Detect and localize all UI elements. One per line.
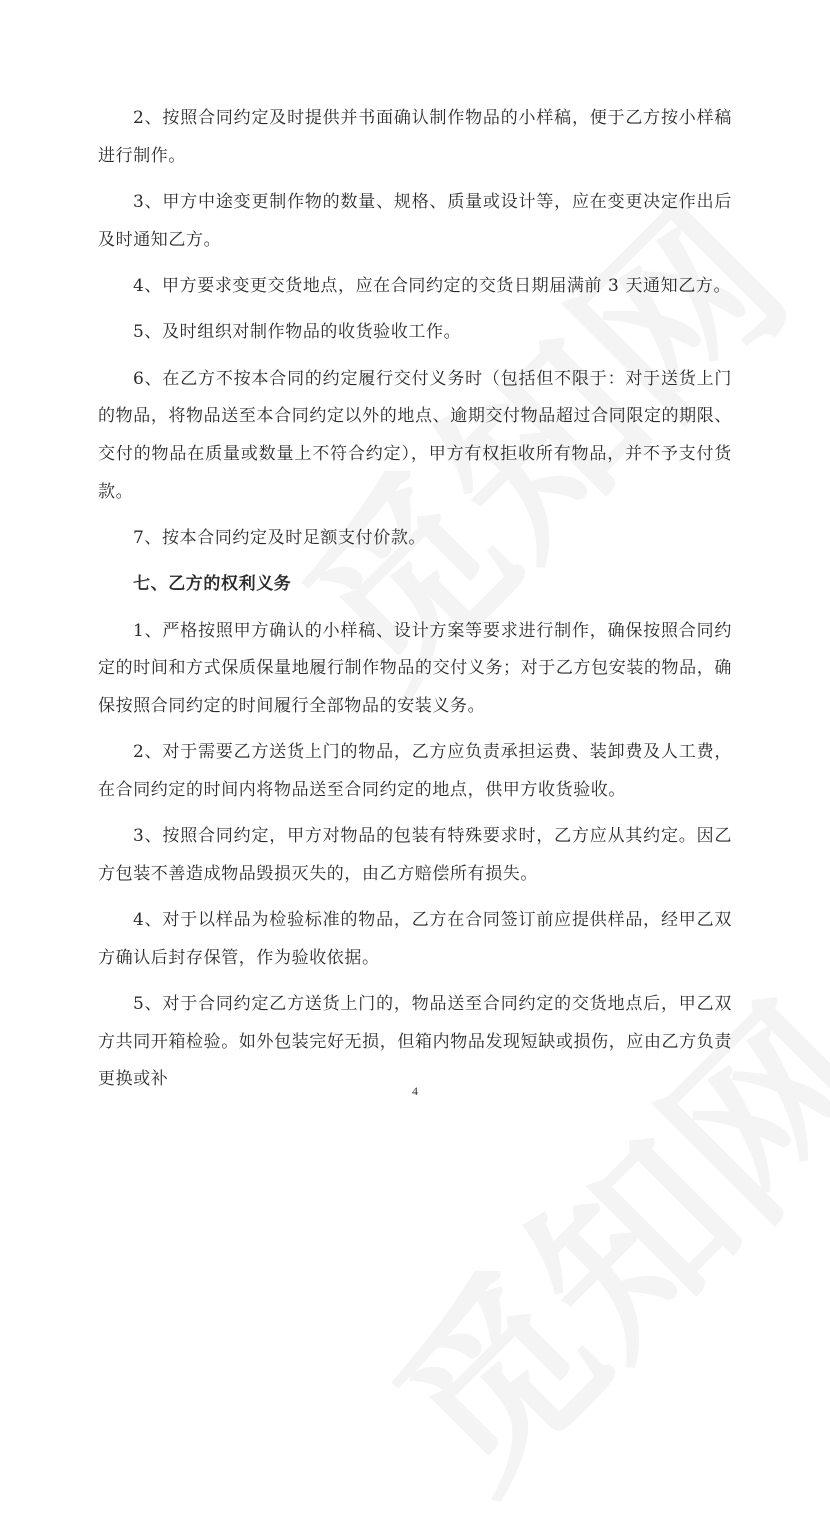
clause-b-5: 5、对于合同约定乙方送货上门的，物品送至合同约定的交货地点后，甲乙双方共同开箱检验。如外包装完好无损，但箱内物品发现短缺或损伤，应由乙方负责更换或补 — [98, 994, 732, 1090]
clause-b-3: 3、按照合同约定，甲方对物品的包装有特殊要求时，乙方应从其约定。因乙方包装不善造成物品毁损灭失的，由乙方赔偿所有损失。 — [98, 826, 732, 884]
clause-a-5: 5、及时组织对制作物品的收货验收工作。 — [133, 322, 462, 343]
document-page-body — [98, 100, 732, 1108]
clause-a-6: 6、在乙方不按本合同的约定履行交付义务时（包括但不限于：对于送货上门的物品，将物品送至本合同约定以外的地点、逾期交付物品超过合同限定的期限、交付的物品在质量或数量上不符合约定），甲方有权拒收所有物品，并不予支付货款。 — [98, 368, 732, 502]
clause-b-4: 4、对于以样品为检验标准的物品，乙方在合同签订前应提供样品，经甲乙双方确认后封存保管，作为验收依据。 — [98, 910, 732, 968]
section-heading-party-b-rights: 七、乙方的权利义务 — [133, 574, 292, 595]
clause-a-3: 3、甲方中途变更制作物的数量、规格、质量或设计等，应在变更决定作出后及时通知乙方。 — [98, 191, 732, 250]
clause-b-1: 1、严格按照甲方确认的小样稿、设计方案等要求进行制作，确保按照合同约定的时间和方式保质保量地履行制作物品的交付义务；对于乙方包安装的物品，确保按照合同约定的时间履行全部物品的安装义务。 — [98, 620, 732, 716]
clause-a-4: 4、甲方要求变更交货地点，应在合同约定的交货日期届满前 3 天通知乙方。 — [133, 275, 732, 296]
page-number: 4 — [412, 1084, 418, 1098]
clause-a-7: 7、按本合同约定及时足额支付价款。 — [133, 527, 427, 548]
clause-b-2: 2、对于需要乙方送货上门的物品，乙方应负责承担运费、装卸费及人工费，在合同约定的时间内将物品送至合同约定的地点，供甲方收货验收。 — [98, 742, 732, 800]
clause-a-2: 2、按照合同约定及时提供并书面确认制作物品的小样稿，便于乙方按小样稿进行制作。 — [98, 108, 732, 166]
